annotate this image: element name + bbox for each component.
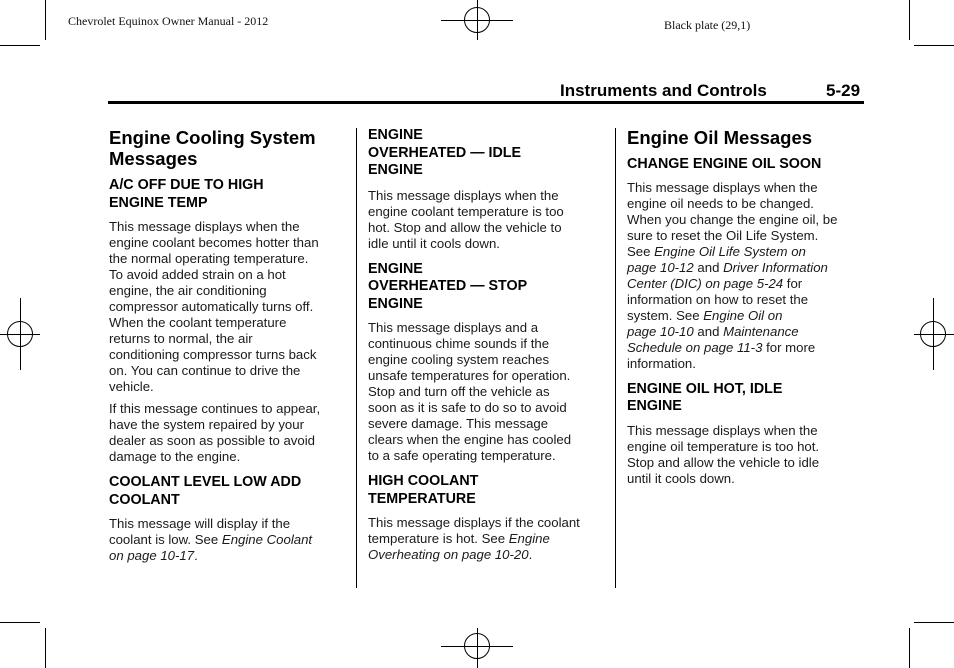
registration-mark-bottom-circle xyxy=(464,633,490,659)
slug-plate: Black plate (29,1) xyxy=(664,18,751,32)
xref-oil-life-system: Engine Oil Life System on xyxy=(654,243,806,259)
paragraph-change-oil-soon: This message displays when the engine oil needs to be changed. When you change the engine oil, be sure to reset the Oil Life System. See Engine Oil Life System on page 10-12 and Driver Information Center (DIC) on page 5-24 for information on how to reset the system. See Engine Oil on page 10-10 and Maintenance Schedule on page 11-3 for more information. xyxy=(627,179,838,371)
crop-mark-tl-h xyxy=(0,45,40,46)
subheading-oil-hot-idle: ENGINE OIL HOT, IDLE ENGINE xyxy=(627,380,783,414)
crop-mark-tr-h xyxy=(914,45,954,46)
page-number: 5-29 xyxy=(826,81,861,100)
registration-mark-right-circle xyxy=(920,321,946,347)
xref-maintenance-schedule: Maintenance xyxy=(723,323,799,339)
column-2 xyxy=(368,127,604,563)
subheading-coolant-level-low: COOLANT LEVEL LOW ADD COOLANT xyxy=(109,474,302,508)
header-rule xyxy=(108,101,864,104)
column-3 xyxy=(627,127,863,487)
section-heading-engine-oil: Engine Oil Messages xyxy=(627,127,813,148)
crop-mark-bl-h xyxy=(0,622,40,623)
column-divider-2 xyxy=(615,128,616,588)
crop-mark-br-v xyxy=(909,628,910,668)
crop-mark-tl-v xyxy=(45,0,46,40)
xref-driver-info-center: Driver Information xyxy=(723,259,828,275)
xref-engine-overheating-page: Overheating on page 10-20 xyxy=(368,547,529,562)
xref-engine-oil: Engine Oil on xyxy=(703,307,783,323)
xref-engine-overheating: Engine xyxy=(508,531,550,546)
subheading-overheated-idle: ENGINE OVERHEATED — IDLE ENGINE xyxy=(368,127,522,178)
slug-manual-title: Chevrolet Equinox Owner Manual - 2012 xyxy=(68,14,269,28)
paragraph-overheated-stop: This message displays and a continuous chime sounds if the engine cooling system reaches unsafe temperatures for operation. Stop and turn off the vehicle as soon as it is safe to do so to avoid severe damage. This message clears when the engine has cooled to a safe operating temperature. xyxy=(368,320,572,463)
subheading-high-coolant-temp: HIGH COOLANT TEMPERATURE xyxy=(368,473,479,507)
subheading-overheated-stop: ENGINE OVERHEATED — STOP ENGINE xyxy=(368,260,528,312)
paragraph-ac-off-continue: If this message continues to appear, have the system repaired by your dealer as soon as possible to avoid damage to the engine. xyxy=(109,401,321,464)
xref-engine-coolant: Engine Coolant xyxy=(221,532,313,547)
subheading-change-oil-soon: CHANGE ENGINE OIL SOON xyxy=(627,156,822,172)
registration-mark-top-circle xyxy=(464,7,490,33)
subheading-ac-off: A/C OFF DUE TO HIGH ENGINE TEMP xyxy=(109,177,264,211)
crop-mark-br-h xyxy=(914,622,954,623)
crop-mark-bl-v xyxy=(45,628,46,668)
section-heading-engine-cooling: Engine Cooling System Messages xyxy=(109,127,316,169)
paragraph-overheated-idle: This message displays when the engine coolant temperature is too hot. Stop and allow the vehicle to idle until it cools down. xyxy=(368,187,564,251)
crop-mark-tr-v xyxy=(909,0,910,40)
section-header-title: Instruments and Controls xyxy=(560,81,767,100)
column-1 xyxy=(109,127,345,564)
paragraph-ac-off: This message displays when the engine coolant becomes hotter than the normal operating temperature. To avoid added strain on a hot engine, the air conditioning compressor automatically turns off. When the coolant temperature returns to normal, the air conditioning compressor turns back on. You can continue to drive the vehicle. xyxy=(109,219,319,394)
xref-engine-coolant-page: on page 10-17 xyxy=(109,548,195,563)
registration-mark-left-circle xyxy=(7,321,33,347)
paragraph-high-coolant-temp: This message displays if the coolant temperature is hot. See Engine Overheating on page 10-20. xyxy=(368,515,580,562)
paragraph-oil-hot-idle: This message displays when the engine oil temperature is too hot. Stop and allow the vehicle to idle until it cools down. xyxy=(627,422,820,486)
column-divider-1 xyxy=(356,128,357,588)
paragraph-coolant-level-low: This message will display if the coolant is low. See Engine Coolant on page 10-17. xyxy=(109,516,313,563)
